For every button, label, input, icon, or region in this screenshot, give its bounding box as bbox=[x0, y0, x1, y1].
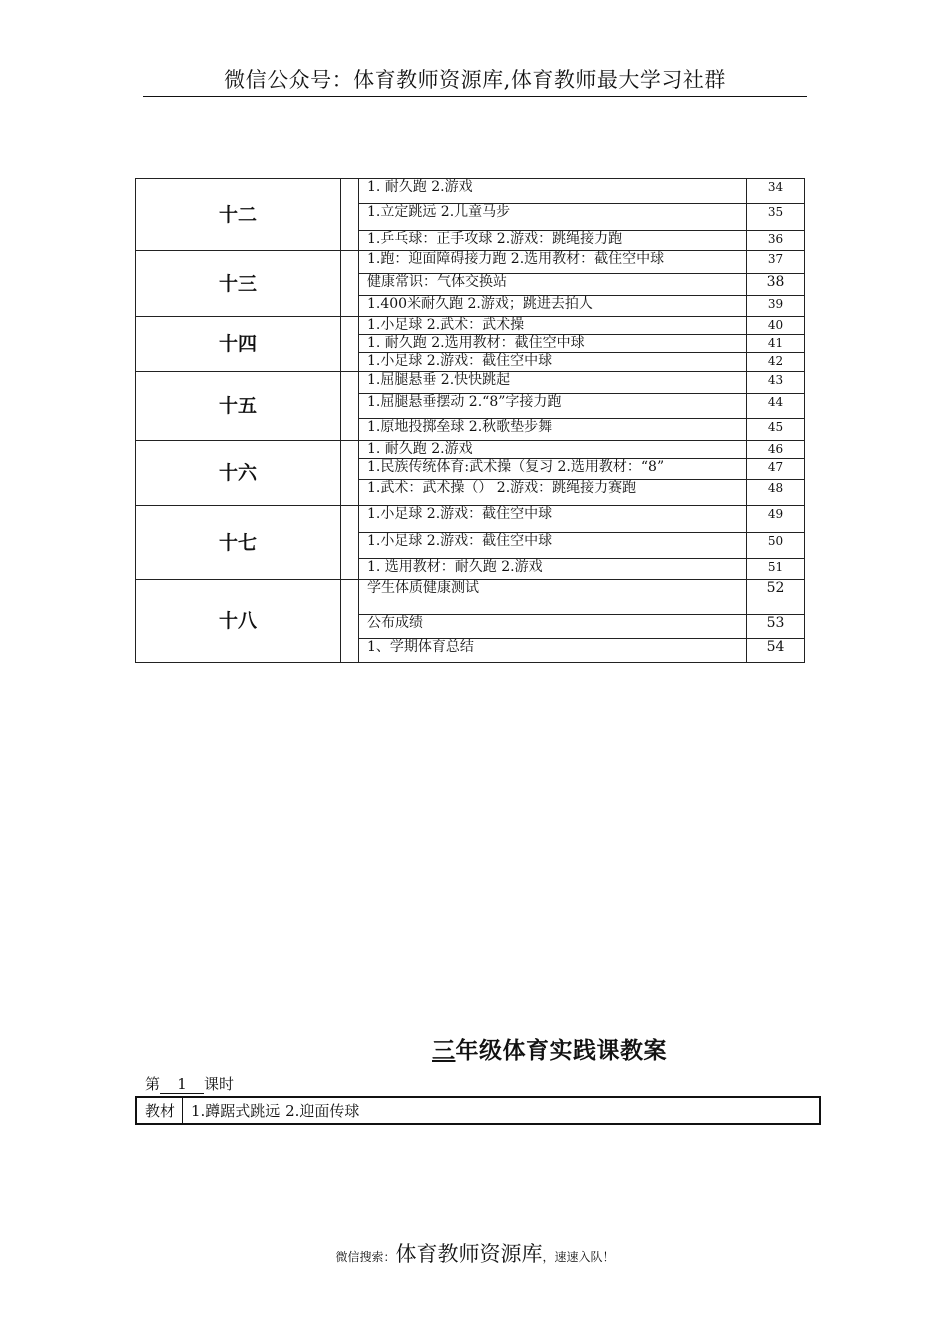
lesson-content: 1.立定跳远 2.儿童马步 bbox=[359, 204, 747, 231]
week-label: 十八 bbox=[136, 580, 341, 663]
spacer-column bbox=[341, 179, 359, 251]
week-label: 十五 bbox=[136, 372, 341, 441]
lesson-number: 35 bbox=[747, 204, 805, 231]
table-row bbox=[136, 441, 805, 459]
lesson-number: 48 bbox=[747, 480, 805, 506]
lesson-number: 53 bbox=[747, 615, 805, 639]
lesson-number: 34 bbox=[747, 179, 805, 204]
week-label: 十七 bbox=[136, 506, 341, 580]
period-suffix: 课时 bbox=[204, 1075, 235, 1093]
period-line bbox=[145, 1073, 234, 1094]
lesson-number: 44 bbox=[747, 394, 805, 419]
lesson-number: 36 bbox=[747, 231, 805, 251]
schedule-table bbox=[135, 178, 805, 663]
title-rest: 年级体育实践课教案 bbox=[455, 1038, 667, 1064]
footer bbox=[0, 1238, 950, 1268]
footer-prefix: 微信搜索： bbox=[335, 1250, 396, 1264]
footer-suffix: ，速速入队！ bbox=[542, 1250, 615, 1264]
lesson-number: 38 bbox=[747, 274, 805, 296]
week-label: 十六 bbox=[136, 441, 341, 506]
header-title: 微信公众号：体育教师资源库,体育教师最大学习社群 bbox=[224, 68, 726, 92]
lesson-content: 1.屈腿悬垂 2.快快跳起 bbox=[359, 372, 747, 394]
lesson-content: 1.乒乓球：正手攻球 2.游戏：跳绳接力跑 bbox=[359, 231, 747, 251]
lesson-content: 1.400米耐久跑 2.游戏；跳进去拍人 bbox=[359, 296, 747, 317]
lesson-content: 1、学期体育总结 bbox=[359, 639, 747, 663]
week-label: 十二 bbox=[136, 179, 341, 251]
lesson-number: 42 bbox=[747, 353, 805, 372]
spacer-column bbox=[341, 372, 359, 441]
title-first-char: 三 bbox=[432, 1038, 456, 1064]
lesson-number: 37 bbox=[747, 251, 805, 274]
lesson-content: 1. 选用教材：耐久跑 2.游戏 bbox=[359, 559, 747, 580]
week-label: 十四 bbox=[136, 317, 341, 372]
lesson-number: 46 bbox=[747, 441, 805, 459]
lesson-number: 43 bbox=[747, 372, 805, 394]
lesson-content: 公布成绩 bbox=[359, 615, 747, 639]
lesson-content: 1. 耐久跑 2.游戏 bbox=[359, 179, 747, 204]
table-row bbox=[136, 317, 805, 335]
lesson-number: 41 bbox=[747, 335, 805, 353]
lesson-content: 1.跑：迎面障碍接力跑 2.选用教材：截住空中球 bbox=[359, 251, 747, 274]
lesson-number: 54 bbox=[747, 639, 805, 663]
spacer-column bbox=[341, 441, 359, 506]
spacer-column bbox=[341, 506, 359, 580]
lesson-number: 45 bbox=[747, 419, 805, 441]
table-row bbox=[136, 251, 805, 274]
spacer-column bbox=[341, 317, 359, 372]
lesson-content: 健康常识：气体交换站 bbox=[359, 274, 747, 296]
lesson-content: 1.小足球 2.武术：武术操 bbox=[359, 317, 747, 335]
lesson-number: 47 bbox=[747, 459, 805, 480]
lesson-plan-title bbox=[432, 1032, 667, 1065]
lesson-number: 51 bbox=[747, 559, 805, 580]
lesson-content: 1.小足球 2.游戏：截住空中球 bbox=[359, 533, 747, 559]
period-prefix: 第 bbox=[145, 1075, 161, 1093]
lesson-number: 52 bbox=[747, 580, 805, 615]
table-row bbox=[136, 372, 805, 394]
table-row bbox=[136, 506, 805, 533]
lesson-content: 1.民族传统体育:武术操（复习 2.选用教材：“8” bbox=[359, 459, 747, 480]
week-label: 十三 bbox=[136, 251, 341, 317]
lesson-content: 1. 耐久跑 2.游戏 bbox=[359, 441, 747, 459]
period-number: 1 bbox=[160, 1075, 204, 1094]
lesson-content: 1.小足球 2.游戏：截住空中球 bbox=[359, 506, 747, 533]
spacer-column bbox=[341, 580, 359, 663]
lesson-number: 39 bbox=[747, 296, 805, 317]
material-label: 教材 bbox=[136, 1097, 183, 1124]
lesson-content: 1.小足球 2.游戏：截住空中球 bbox=[359, 353, 747, 372]
lesson-content: 学生体质健康测试 bbox=[359, 580, 747, 615]
lesson-number: 40 bbox=[747, 317, 805, 335]
footer-name: 体育教师资源库 bbox=[395, 1242, 543, 1266]
lesson-content: 1.原地投掷垒球 2.秋歌垫步舞 bbox=[359, 419, 747, 441]
lesson-content: 1.屈腿悬垂摆动 2.“8”字接力跑 bbox=[359, 394, 747, 419]
material-content: 1.蹲踞式跳远 2.迎面传球 bbox=[183, 1097, 821, 1124]
lesson-content: 1.武术：武术操（） 2.游戏：跳绳接力赛跑 bbox=[359, 480, 747, 506]
lesson-number: 50 bbox=[747, 533, 805, 559]
header-divider bbox=[143, 96, 807, 97]
lesson-number: 49 bbox=[747, 506, 805, 533]
material-table bbox=[135, 1096, 821, 1125]
table-row bbox=[136, 179, 805, 204]
table-row bbox=[136, 580, 805, 615]
lesson-content: 1. 耐久跑 2.选用教材：截住空中球 bbox=[359, 335, 747, 353]
spacer-column bbox=[341, 251, 359, 317]
